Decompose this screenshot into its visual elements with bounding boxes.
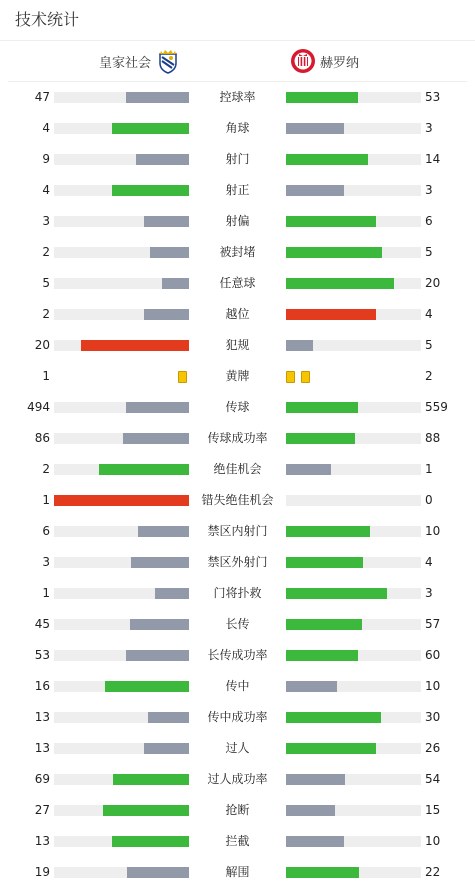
stat-row[interactable] [0, 113, 475, 144]
home-bar-track [54, 774, 189, 785]
away-bar-fill [286, 402, 358, 413]
home-bar-fill [162, 278, 189, 289]
home-value: 13 [34, 710, 50, 724]
away-bar-fill [286, 123, 344, 134]
away-bar-track [286, 185, 421, 196]
away-value: 26 [425, 741, 441, 755]
stat-row[interactable] [0, 578, 475, 609]
home-value: 20 [34, 338, 50, 352]
away-value: 559 [425, 400, 448, 414]
stat-label: 控球率 [219, 90, 256, 104]
away-bar-track [286, 464, 421, 475]
home-value: 1 [42, 369, 50, 383]
stat-row[interactable] [0, 516, 475, 547]
away-value: 53 [425, 90, 441, 104]
home-bar-fill [112, 185, 189, 196]
home-bar-track [54, 123, 189, 134]
away-value: 22 [425, 865, 441, 879]
stat-row[interactable] [0, 299, 475, 330]
away-bar-fill [286, 526, 370, 537]
home-bar-track [54, 836, 189, 847]
home-bar-track [54, 402, 189, 413]
home-value: 4 [42, 121, 50, 135]
home-value: 2 [42, 462, 50, 476]
stat-row[interactable] [0, 82, 475, 113]
away-bar-track [286, 588, 421, 599]
stat-row[interactable] [0, 795, 475, 826]
stat-row[interactable] [0, 206, 475, 237]
away-team-name: 赫罗纳 [320, 55, 360, 71]
home-bar-fill [144, 309, 189, 320]
stat-label: 禁区外射门 [207, 555, 268, 569]
stat-label: 传中 [225, 679, 250, 693]
home-bar-track [54, 526, 189, 537]
stat-label: 传球 [225, 400, 250, 414]
home-bar-track [54, 557, 189, 568]
home-value: 3 [42, 214, 50, 228]
stat-row[interactable] [0, 485, 475, 516]
home-bar-track [54, 92, 189, 103]
home-bar-fill [103, 805, 189, 816]
away-value: 30 [425, 710, 441, 724]
away-value: 3 [425, 121, 433, 135]
stat-row[interactable] [0, 423, 475, 454]
away-bar-fill [286, 619, 362, 630]
home-bar-track [54, 185, 189, 196]
home-bar-track [54, 619, 189, 630]
home-value: 47 [34, 90, 50, 104]
home-team[interactable] [99, 41, 181, 81]
stat-label: 犯规 [225, 338, 250, 352]
home-value: 6 [42, 524, 50, 538]
yellow-card-icon [286, 371, 295, 383]
stat-row[interactable] [0, 857, 475, 888]
stat-label: 抢断 [225, 803, 250, 817]
home-bar-fill [144, 743, 189, 754]
home-bar-track [54, 712, 189, 723]
away-cards [286, 371, 421, 383]
home-value: 19 [34, 865, 50, 879]
away-value: 54 [425, 772, 441, 786]
away-value: 5 [425, 338, 433, 352]
away-bar-fill [286, 247, 382, 258]
home-bar-track [54, 309, 189, 320]
home-bar-fill [123, 433, 189, 444]
home-value: 4 [42, 183, 50, 197]
stat-row[interactable] [0, 175, 475, 206]
away-value: 4 [425, 555, 433, 569]
stat-label: 射偏 [225, 214, 250, 228]
stat-row[interactable] [0, 361, 475, 392]
stat-row[interactable] [0, 671, 475, 702]
away-bar-track [286, 495, 421, 506]
away-team[interactable] [290, 41, 359, 81]
away-bar-track [286, 278, 421, 289]
away-bar-track [286, 92, 421, 103]
home-bar-fill [105, 681, 189, 692]
stat-label: 长传 [225, 617, 250, 631]
away-bar-fill [286, 743, 376, 754]
home-bar-track [54, 154, 189, 165]
away-bar-fill [286, 278, 394, 289]
away-value: 2 [425, 369, 433, 383]
yellow-card-icon [301, 371, 310, 383]
home-bar-fill [126, 402, 189, 413]
home-team-name: 皇家社会 [98, 55, 151, 71]
stat-label: 传中成功率 [207, 710, 268, 724]
yellow-card-icon [178, 371, 187, 383]
home-value: 27 [34, 803, 50, 817]
stat-row[interactable] [0, 144, 475, 175]
away-bar-fill [286, 588, 387, 599]
home-bar-fill [155, 588, 189, 599]
stat-label: 过人 [225, 741, 250, 755]
stat-label: 越位 [225, 307, 250, 321]
home-value: 69 [34, 772, 50, 786]
away-bar-track [286, 216, 421, 227]
stat-row[interactable] [0, 547, 475, 578]
home-value: 1 [42, 493, 50, 507]
home-bar-fill [138, 526, 189, 537]
home-bar-track [54, 464, 189, 475]
home-bar-track [54, 867, 189, 878]
home-bar-track [54, 340, 189, 351]
away-bar-track [286, 433, 421, 444]
stat-label: 黄牌 [225, 369, 250, 383]
home-bar-track [54, 216, 189, 227]
stat-label: 长传成功率 [207, 648, 268, 662]
home-bar-fill [99, 464, 189, 475]
home-bar-fill [112, 836, 189, 847]
away-bar-track [286, 340, 421, 351]
stat-label: 错失绝佳机会 [201, 493, 274, 507]
away-bar-track [286, 402, 421, 413]
away-bar-fill [286, 650, 358, 661]
home-value: 2 [42, 245, 50, 259]
home-value: 53 [34, 648, 50, 662]
stat-label: 射门 [225, 152, 250, 166]
home-bar-fill [130, 619, 189, 630]
away-value: 10 [425, 834, 441, 848]
away-value: 3 [425, 586, 433, 600]
away-bar-fill [286, 712, 381, 723]
home-bar-fill [113, 774, 189, 785]
home-bar-track [54, 743, 189, 754]
away-value: 5 [425, 245, 433, 259]
home-value: 3 [42, 555, 50, 569]
stat-label: 角球 [225, 121, 250, 135]
home-value: 5 [42, 276, 50, 290]
home-value: 13 [34, 741, 50, 755]
away-bar-fill [286, 216, 376, 227]
stat-row[interactable] [0, 330, 475, 361]
away-value: 4 [425, 307, 433, 321]
home-value: 13 [34, 834, 50, 848]
stat-label: 禁区内射门 [207, 524, 268, 538]
away-value: 6 [425, 214, 433, 228]
home-value: 45 [34, 617, 50, 631]
away-bar-track [286, 557, 421, 568]
home-value: 86 [34, 431, 50, 445]
away-bar-track [286, 526, 421, 537]
away-bar-fill [286, 557, 363, 568]
home-value: 2 [42, 307, 50, 321]
stat-row[interactable] [0, 640, 475, 671]
home-bar-fill [131, 557, 189, 568]
away-value: 0 [425, 493, 433, 507]
away-value: 57 [425, 617, 441, 631]
stat-label: 被封堵 [219, 245, 256, 259]
away-bar-track [286, 681, 421, 692]
away-bar-track [286, 123, 421, 134]
home-bar-fill [148, 712, 189, 723]
home-bar-fill [144, 216, 189, 227]
home-value: 494 [27, 400, 50, 414]
home-value: 16 [34, 679, 50, 693]
home-bar-track [54, 588, 189, 599]
home-bar-fill [127, 867, 189, 878]
away-bar-fill [286, 340, 313, 351]
home-bar-fill [150, 247, 189, 258]
stat-row[interactable] [0, 609, 475, 640]
home-bar-track [54, 433, 189, 444]
stat-row[interactable] [0, 826, 475, 857]
stat-label: 门将扑救 [213, 586, 262, 600]
stat-row[interactable] [0, 702, 475, 733]
stat-row[interactable] [0, 764, 475, 795]
away-bar-track [286, 867, 421, 878]
home-bar-track [54, 247, 189, 258]
away-bar-track [286, 247, 421, 258]
stat-row[interactable] [0, 268, 475, 299]
stat-label: 过人成功率 [207, 772, 268, 786]
stat-label: 解围 [225, 865, 250, 879]
home-bar-fill [81, 340, 189, 351]
home-value: 1 [42, 586, 50, 600]
away-bar-fill [286, 464, 331, 475]
away-bar-fill [286, 681, 337, 692]
away-bar-track [286, 619, 421, 630]
away-bar-fill [286, 836, 344, 847]
away-value: 20 [425, 276, 441, 290]
home-bar-track [54, 650, 189, 661]
stat-row[interactable] [0, 733, 475, 764]
away-value: 14 [425, 152, 441, 166]
teams-header [8, 41, 467, 82]
away-bar-fill [286, 867, 359, 878]
away-bar-track [286, 805, 421, 816]
home-bar-track [54, 681, 189, 692]
home-bar-fill [126, 92, 189, 103]
stat-row[interactable] [0, 454, 475, 485]
home-bar-fill [54, 495, 189, 506]
stat-label: 传球成功率 [207, 431, 268, 445]
away-value: 60 [425, 648, 441, 662]
stat-row[interactable] [0, 392, 475, 423]
away-bar-track [286, 743, 421, 754]
away-bar-fill [286, 774, 345, 785]
away-bar-track [286, 154, 421, 165]
away-value: 3 [425, 183, 433, 197]
real-sociedad-crest-icon [155, 48, 181, 74]
stat-label: 任意球 [219, 276, 256, 290]
away-bar-fill [286, 805, 335, 816]
stat-row[interactable] [0, 237, 475, 268]
away-bar-track [286, 650, 421, 661]
away-value: 15 [425, 803, 441, 817]
home-bar-fill [126, 650, 189, 661]
girona-crest-icon [290, 48, 316, 74]
away-bar-fill [286, 185, 344, 196]
away-bar-track [286, 774, 421, 785]
away-value: 1 [425, 462, 433, 476]
away-bar-track [286, 309, 421, 320]
home-bar-fill [112, 123, 189, 134]
away-bar-fill [286, 154, 368, 165]
home-bar-track [54, 495, 189, 506]
home-cards [54, 371, 189, 383]
away-value: 10 [425, 524, 441, 538]
away-bar-track [286, 836, 421, 847]
away-value: 88 [425, 431, 441, 445]
home-bar-track [54, 805, 189, 816]
page-title: 技术统计 [0, 0, 475, 41]
away-bar-track [286, 712, 421, 723]
home-bar-track [54, 278, 189, 289]
home-value: 9 [42, 152, 50, 166]
stat-label: 射正 [225, 183, 250, 197]
away-bar-fill [286, 92, 358, 103]
stat-label: 拦截 [225, 834, 250, 848]
away-bar-fill [286, 309, 376, 320]
away-bar-fill [286, 433, 355, 444]
home-bar-fill [136, 154, 189, 165]
stat-label: 绝佳机会 [213, 462, 262, 476]
away-value: 10 [425, 679, 441, 693]
